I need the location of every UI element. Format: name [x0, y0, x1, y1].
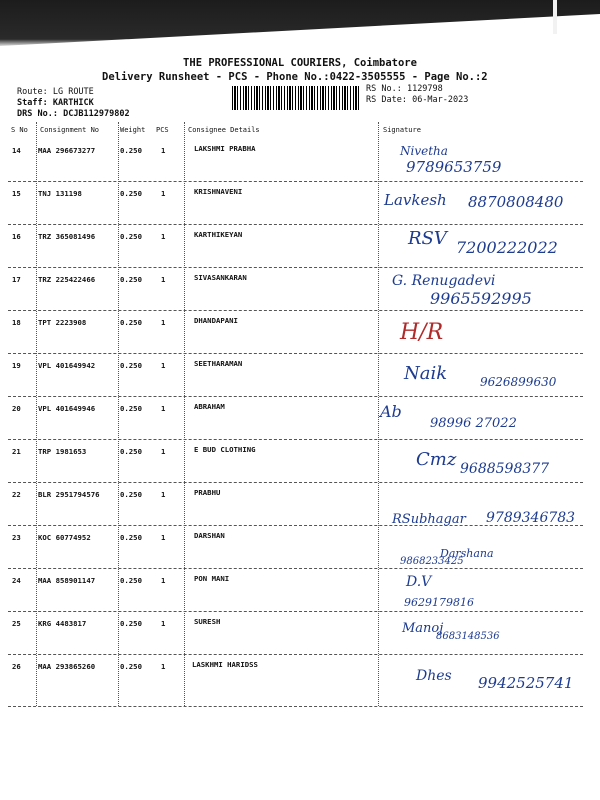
signature-name: Cmz — [416, 449, 457, 470]
signature-phone: 8870808480 — [468, 193, 564, 211]
row-pcs: 1 — [161, 490, 166, 499]
table-row — [8, 310, 583, 354]
row-weight: 0.250 — [120, 404, 142, 413]
row-consignment: MAA 293865260 — [38, 662, 96, 671]
row-consignment: MAA 296673277 — [38, 146, 96, 155]
route-line — [17, 87, 94, 97]
row-pcs: 1 — [161, 232, 166, 241]
row-consignment: TRZ 365081496 — [38, 232, 96, 241]
row-sno: 24 — [12, 576, 21, 585]
row-consignee: SURESH — [194, 617, 221, 626]
signature-name: RSV — [408, 228, 447, 249]
row-pcs: 1 — [161, 318, 166, 327]
table-row — [8, 138, 583, 182]
row-sno: 22 — [12, 490, 21, 499]
signature-name: Naik — [404, 363, 448, 384]
table-row — [8, 654, 583, 707]
table-row — [8, 224, 583, 268]
row-pcs: 1 — [161, 189, 166, 198]
header-pcs: PCS — [156, 126, 169, 134]
row-pcs: 1 — [161, 361, 166, 370]
signature-name: Lavkesh — [384, 191, 447, 209]
row-consignment: MAA 858901147 — [38, 576, 96, 585]
row-sno: 17 — [12, 275, 21, 284]
signature-name: Nivetha — [400, 144, 448, 158]
header-sno: S No — [11, 126, 28, 134]
drs-line — [17, 109, 130, 119]
row-weight: 0.250 — [120, 318, 142, 327]
company-title: THE PROFESSIONAL COURIERS, Coimbatore — [183, 57, 417, 69]
row-consignee: SEETHARAMAN — [194, 359, 243, 368]
signature-name: G. Renugadevi — [392, 273, 496, 289]
signature-phone: 7200222022 — [456, 238, 558, 257]
signature-phone: 9789346783 — [486, 510, 576, 526]
row-weight: 0.250 — [120, 533, 142, 542]
signature-name: Manoj — [402, 621, 444, 636]
staff-value: KARTHICK — [52, 98, 94, 108]
rs-date-label: RS Date: — [366, 95, 407, 105]
signature-phone: 9688598377 — [460, 461, 550, 477]
row-weight: 0.250 — [120, 619, 142, 628]
row-pcs: 1 — [161, 619, 166, 628]
row-consignment: VPL 401649946 — [38, 404, 96, 413]
rs-no-label: RS No.: — [366, 84, 402, 94]
rs-date-value: 06-Mar-2023 — [412, 95, 469, 105]
row-weight: 0.250 — [120, 662, 142, 671]
row-pcs: 1 — [161, 533, 166, 542]
signature-name: Dhes — [416, 668, 452, 684]
row-weight: 0.250 — [120, 447, 142, 456]
row-sno: 26 — [12, 662, 21, 671]
row-sno: 19 — [12, 361, 21, 370]
row-sno: 16 — [12, 232, 21, 241]
row-weight: 0.250 — [120, 275, 142, 284]
route-value: LG ROUTE — [52, 87, 94, 97]
row-weight: 0.250 — [120, 361, 142, 370]
signature-name: H/R — [400, 320, 444, 345]
row-consignment: VPL 401649942 — [38, 361, 96, 370]
rs-date-line — [366, 95, 468, 105]
row-weight: 0.250 — [120, 490, 142, 499]
signature-phone: 9942525741 — [478, 674, 574, 692]
signature-phone: 8683148536 — [436, 631, 500, 642]
table-header — [8, 122, 598, 138]
table-row — [8, 439, 583, 483]
barcode — [232, 86, 360, 110]
header-signature: Signature — [383, 126, 421, 134]
row-weight: 0.250 — [120, 576, 142, 585]
table-row — [8, 181, 583, 225]
row-sno: 20 — [12, 404, 21, 413]
row-consignment: TRP 1981653 — [38, 447, 87, 456]
row-pcs: 1 — [161, 275, 166, 284]
table-row — [8, 353, 583, 397]
signature-phone: 9965592995 — [430, 289, 532, 308]
rs-no-line — [366, 84, 443, 94]
header-consignee: Consignee Details — [188, 126, 260, 134]
row-pcs: 1 — [161, 146, 166, 155]
row-consignee: LAKSHMI PRABHA — [194, 144, 256, 153]
table-row — [8, 525, 583, 569]
table-row — [8, 396, 583, 440]
row-pcs: 1 — [161, 404, 166, 413]
staff-line — [17, 98, 94, 108]
table-row — [8, 267, 583, 311]
row-sno: 25 — [12, 619, 21, 628]
signature-name: RSubhagar — [392, 512, 466, 527]
row-weight: 0.250 — [120, 189, 142, 198]
row-consignee: LASKHMI HARIDSS — [192, 660, 258, 669]
runsheet-subtitle: Delivery Runsheet - PCS - Phone No.:0422-3505555 - Page No.:2 — [102, 71, 488, 83]
scan-mark — [553, 0, 557, 34]
row-consignment: TRZ 225422466 — [38, 275, 96, 284]
row-consignee: E BUD CLOTHING — [194, 445, 256, 454]
row-sno: 14 — [12, 146, 21, 155]
row-pcs: 1 — [161, 447, 166, 456]
row-consignee: DARSHAN — [194, 531, 225, 540]
row-weight: 0.250 — [120, 232, 142, 241]
row-consignment: KOC 60774952 — [38, 533, 91, 542]
scan-dark-edge — [0, 0, 600, 46]
signature-phone: 9789653759 — [406, 158, 502, 176]
signature-phone: 98996 27022 — [430, 416, 517, 431]
signature-name: Darshana — [440, 547, 494, 560]
row-consignee: DHANDAPANI — [194, 316, 238, 325]
row-consignee: SIVASANKARAN — [194, 273, 247, 282]
signature-phone: 9868233425 — [400, 556, 464, 567]
signature-name: D.V — [406, 574, 432, 590]
row-consignment: BLR 2951794576 — [38, 490, 100, 499]
row-consignee: ABRAHAM — [194, 402, 225, 411]
row-pcs: 1 — [161, 576, 166, 585]
row-consignee: PRABHU — [194, 488, 221, 497]
row-consignment: TPT 2223908 — [38, 318, 87, 327]
row-consignment: KRG 4483817 — [38, 619, 87, 628]
rs-no-value: 1129798 — [406, 84, 443, 94]
row-pcs: 1 — [161, 662, 166, 671]
row-consignment: TNJ 131198 — [38, 189, 82, 198]
signature-name: Ab — [380, 402, 402, 421]
signature-phone: 9626899630 — [480, 375, 557, 389]
row-consignee: KARTHIKEYAN — [194, 230, 243, 239]
row-sno: 18 — [12, 318, 21, 327]
signature-phone: 9629179816 — [404, 596, 474, 609]
row-consignee: PON MANI — [194, 574, 230, 583]
drs-label: DRS No.: — [17, 109, 58, 119]
row-sno: 23 — [12, 533, 21, 542]
runsheet-table — [8, 122, 598, 712]
header-consignment: Consignment No — [40, 126, 100, 134]
table-row — [8, 611, 583, 655]
table-row — [8, 568, 583, 612]
row-sno: 21 — [12, 447, 21, 456]
row-consignee: KRISHNAVENI — [194, 187, 243, 196]
drs-value: DCJB112979802 — [63, 109, 130, 119]
row-weight: 0.250 — [120, 146, 142, 155]
table-row — [8, 482, 583, 526]
route-label: Route: — [17, 87, 48, 97]
header-weight: Weight — [120, 126, 146, 134]
row-sno: 15 — [12, 189, 21, 198]
staff-label: Staff: — [17, 98, 48, 108]
